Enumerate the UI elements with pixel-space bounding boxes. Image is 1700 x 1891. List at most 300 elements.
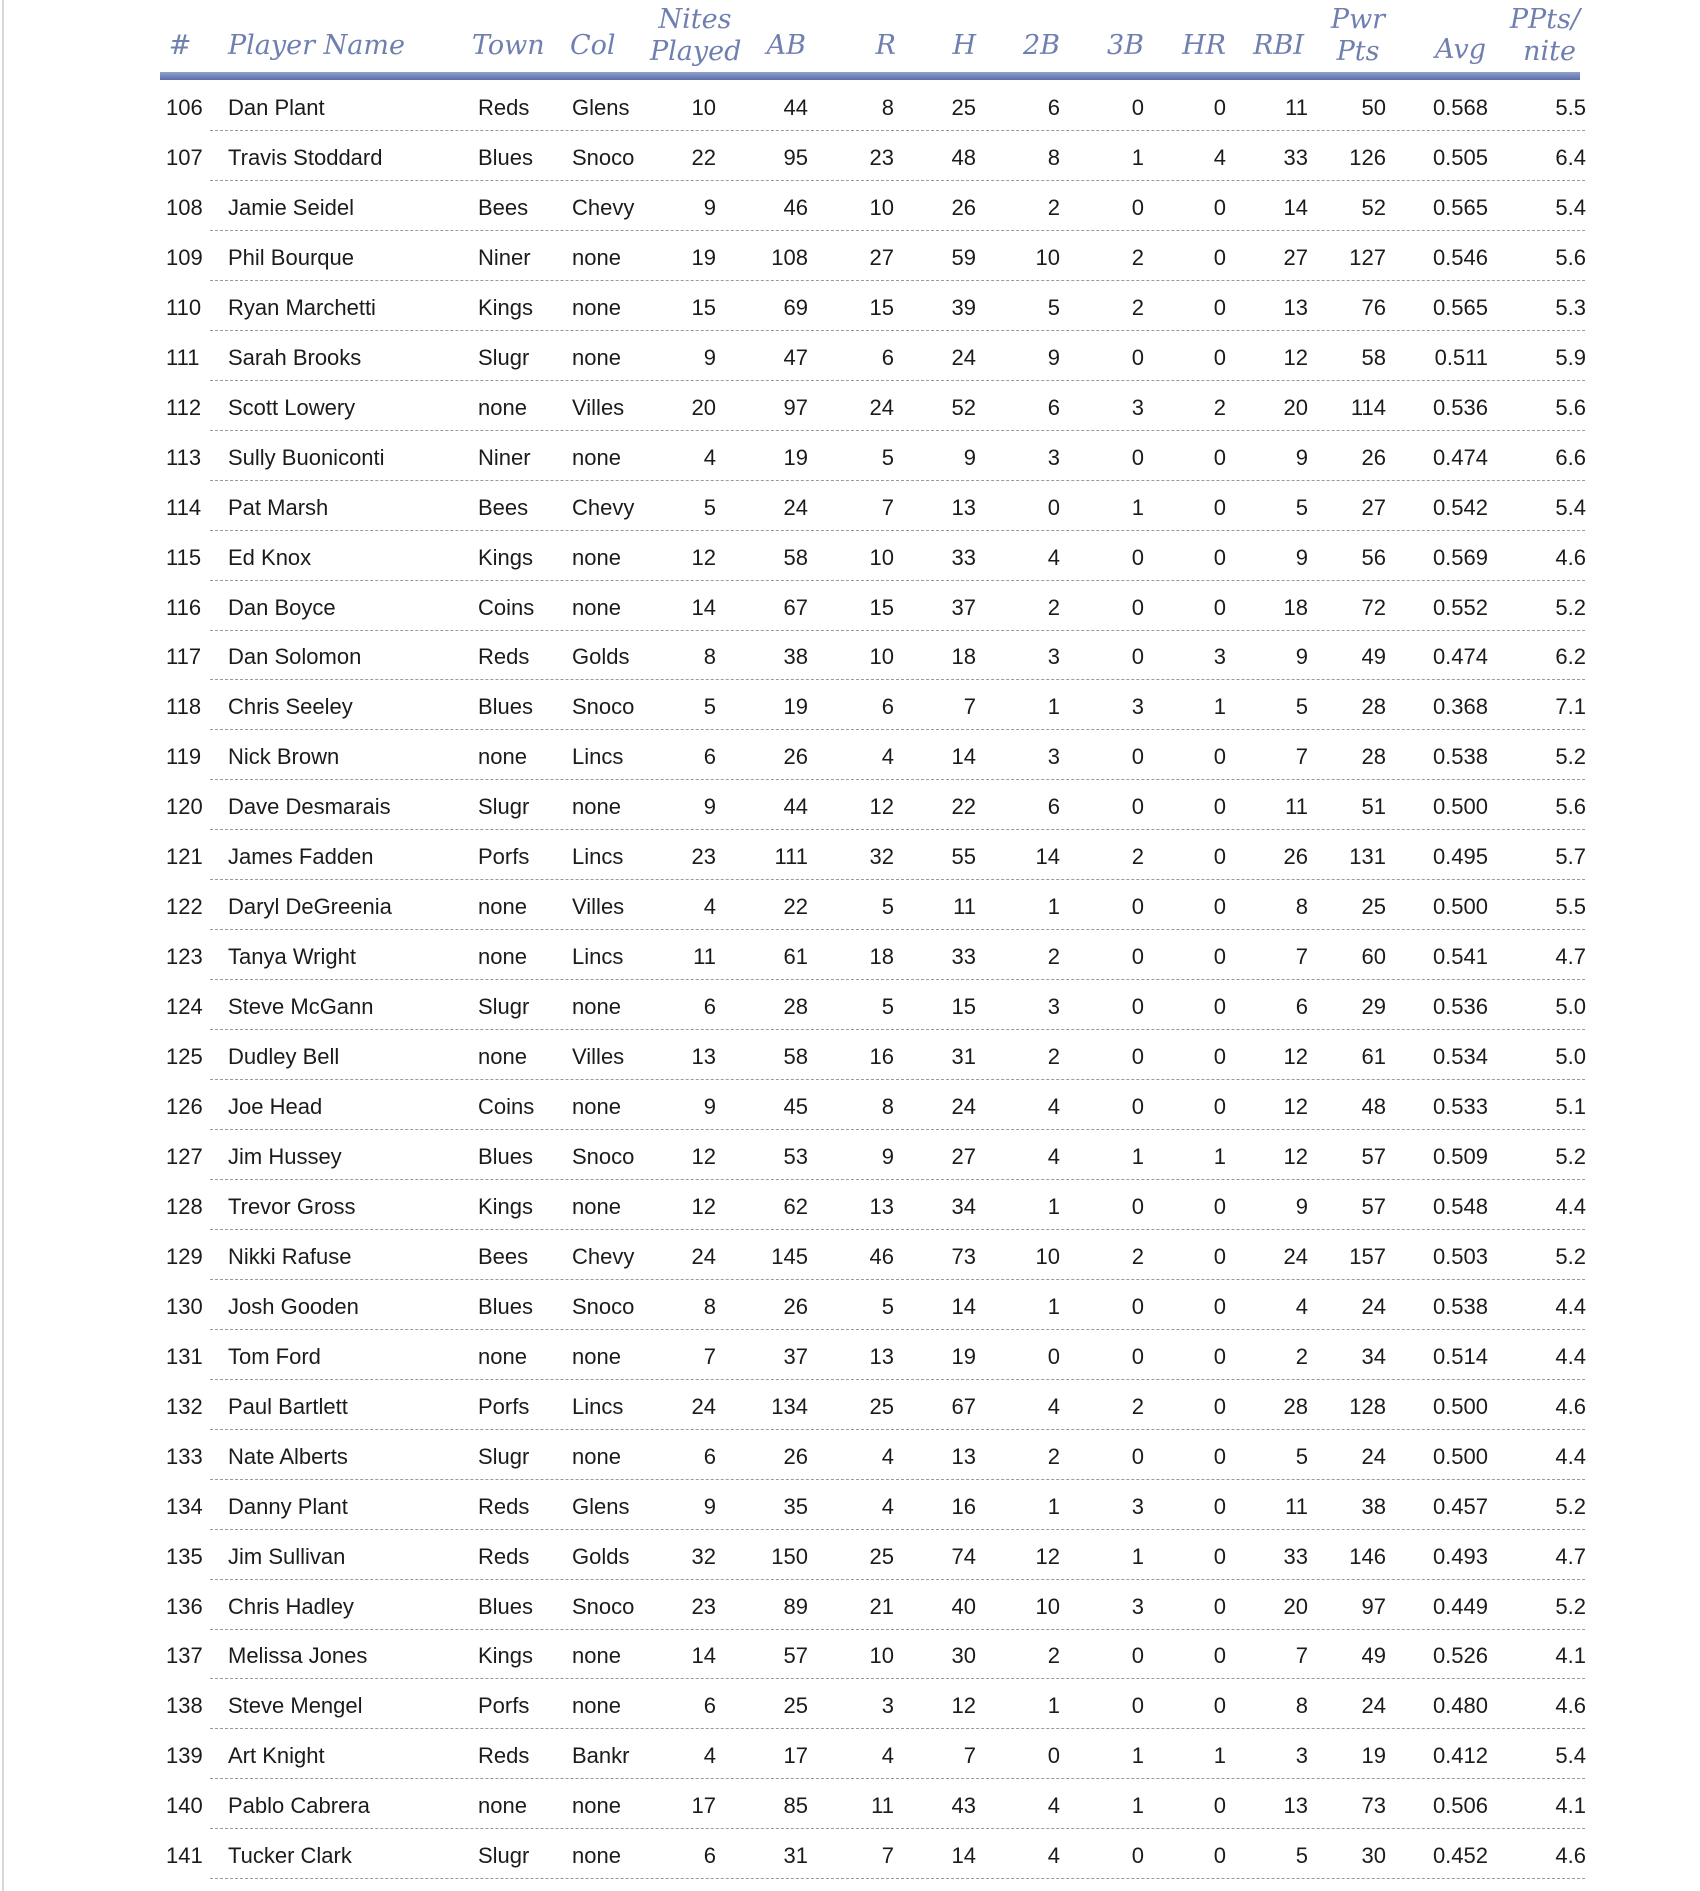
row-separator bbox=[210, 1728, 1585, 1729]
cell-ppts-nite: 5.4 bbox=[1555, 494, 1586, 520]
cell-player-name: Pat Marsh bbox=[228, 494, 329, 520]
cell-pwr-pts: 60 bbox=[1361, 944, 1386, 970]
cell-col: Lincs bbox=[572, 844, 624, 870]
cell-r: 27 bbox=[869, 244, 894, 270]
cell-ab: 25 bbox=[783, 1693, 808, 1719]
cell-h: 52 bbox=[951, 394, 976, 420]
cell-town: Bees bbox=[478, 194, 529, 220]
cell-col: Lincs bbox=[572, 744, 624, 770]
cell-ppts-nite: 5.5 bbox=[1555, 894, 1586, 920]
cell-rbi: 14 bbox=[1283, 194, 1308, 220]
cell-ab: 26 bbox=[783, 1443, 808, 1469]
cell-col: Golds bbox=[572, 1543, 630, 1569]
cell-hr: 0 bbox=[1213, 544, 1226, 570]
cell-2b: 0 bbox=[1047, 494, 1060, 520]
cell-player-name: Tanya Wright bbox=[228, 944, 356, 970]
table-row bbox=[0, 1532, 1700, 1582]
row-separator bbox=[210, 1079, 1585, 1080]
cell-number: 107 bbox=[166, 144, 203, 170]
header-number: # bbox=[168, 30, 192, 61]
cell-player-name: Nick Brown bbox=[228, 744, 340, 770]
cell-h: 22 bbox=[951, 794, 976, 820]
cell-player-name: Ryan Marchetti bbox=[228, 294, 376, 320]
cell-r: 5 bbox=[881, 444, 894, 470]
cell-town: none bbox=[478, 1343, 527, 1369]
cell-col: none bbox=[572, 1094, 621, 1119]
cell-h: 12 bbox=[951, 1693, 976, 1719]
cell-hr: 0 bbox=[1213, 994, 1226, 1020]
cell-avg: 0.500 bbox=[1432, 1393, 1488, 1419]
cell-pwr-pts: 28 bbox=[1361, 694, 1386, 720]
cell-ab: 61 bbox=[783, 944, 808, 970]
cell-nites: 9 bbox=[703, 1094, 716, 1119]
cell-number: 112 bbox=[166, 394, 202, 420]
cell-nites: 5 bbox=[703, 694, 716, 720]
cell-rbi: 5 bbox=[1295, 494, 1308, 520]
table-row bbox=[0, 982, 1700, 1032]
table-row bbox=[0, 83, 1700, 133]
cell-number: 138 bbox=[166, 1693, 203, 1719]
cell-pwr-pts: 49 bbox=[1361, 644, 1386, 670]
cell-rbi: 6 bbox=[1295, 994, 1308, 1020]
cell-3b: 0 bbox=[1131, 994, 1144, 1020]
row-separator bbox=[210, 679, 1585, 680]
cell-ppts-nite: 5.6 bbox=[1555, 794, 1586, 820]
cell-hr: 0 bbox=[1213, 1094, 1226, 1119]
cell-col: Lincs bbox=[572, 944, 624, 970]
cell-pwr-pts: 157 bbox=[1349, 1243, 1386, 1269]
cell-pwr-pts: 34 bbox=[1361, 1343, 1386, 1369]
cell-col: none bbox=[572, 1193, 621, 1219]
cell-2b: 6 bbox=[1047, 95, 1060, 120]
cell-rbi: 7 bbox=[1295, 944, 1308, 970]
cell-r: 5 bbox=[881, 1293, 894, 1319]
table-row bbox=[0, 932, 1700, 982]
cell-h: 37 bbox=[951, 594, 976, 620]
row-separator bbox=[210, 729, 1585, 730]
cell-nites: 12 bbox=[691, 1193, 716, 1219]
cell-town: Blues bbox=[478, 1293, 534, 1319]
cell-pwr-pts: 61 bbox=[1361, 1044, 1386, 1070]
cell-town: Bees bbox=[478, 1243, 529, 1269]
table-row bbox=[0, 1432, 1700, 1482]
cell-r: 16 bbox=[869, 1044, 894, 1070]
cell-rbi: 5 bbox=[1295, 694, 1308, 720]
cell-hr: 0 bbox=[1213, 1443, 1226, 1469]
cell-ppts-nite: 4.1 bbox=[1555, 1643, 1586, 1669]
cell-town: Kings bbox=[478, 294, 534, 320]
cell-r: 24 bbox=[869, 394, 894, 420]
cell-rbi: 11 bbox=[1285, 95, 1308, 120]
cell-col: none bbox=[572, 994, 621, 1020]
cell-number: 126 bbox=[166, 1094, 203, 1119]
cell-avg: 0.412 bbox=[1432, 1743, 1488, 1769]
cell-3b: 0 bbox=[1131, 95, 1144, 120]
cell-town: Niner bbox=[478, 244, 531, 270]
cell-3b: 1 bbox=[1131, 1793, 1144, 1819]
cell-number: 119 bbox=[166, 744, 202, 770]
cell-ppts-nite: 4.7 bbox=[1555, 1543, 1586, 1569]
cell-pwr-pts: 114 bbox=[1350, 394, 1386, 420]
cell-pwr-pts: 52 bbox=[1361, 194, 1386, 220]
cell-pwr-pts: 51 bbox=[1361, 794, 1386, 820]
cell-ab: 44 bbox=[783, 794, 808, 820]
cell-town: Reds bbox=[478, 1743, 530, 1769]
cell-h: 30 bbox=[951, 1643, 976, 1669]
header-rule bbox=[160, 72, 1580, 80]
cell-number: 132 bbox=[166, 1393, 203, 1419]
cell-nites: 17 bbox=[691, 1793, 716, 1819]
cell-nites: 14 bbox=[691, 1643, 716, 1669]
cell-rbi: 12 bbox=[1283, 1143, 1308, 1169]
row-separator bbox=[210, 1029, 1585, 1030]
table-row bbox=[0, 283, 1700, 333]
cell-r: 21 bbox=[869, 1593, 894, 1619]
cell-ab: 26 bbox=[783, 744, 808, 770]
cell-ppts-nite: 5.2 bbox=[1555, 744, 1586, 770]
cell-player-name: Dave Desmarais bbox=[228, 794, 391, 820]
cell-3b: 1 bbox=[1131, 1143, 1144, 1169]
cell-2b: 0 bbox=[1047, 1343, 1060, 1369]
table-row bbox=[0, 233, 1700, 283]
cell-r: 10 bbox=[869, 194, 894, 220]
cell-rbi: 11 bbox=[1285, 1493, 1308, 1519]
cell-3b: 0 bbox=[1131, 894, 1144, 920]
cell-town: none bbox=[478, 1793, 527, 1819]
cell-ab: 47 bbox=[783, 344, 808, 370]
cell-3b: 3 bbox=[1131, 1593, 1144, 1619]
cell-avg: 0.536 bbox=[1432, 394, 1488, 420]
cell-number: 136 bbox=[166, 1593, 203, 1619]
cell-h: 7 bbox=[963, 1743, 976, 1769]
cell-nites: 19 bbox=[691, 244, 716, 270]
cell-h: 16 bbox=[951, 1493, 976, 1519]
cell-rbi: 8 bbox=[1295, 894, 1308, 920]
cell-h: 33 bbox=[951, 944, 976, 970]
cell-2b: 3 bbox=[1047, 744, 1060, 770]
cell-nites: 4 bbox=[703, 444, 716, 470]
cell-ab: 57 bbox=[783, 1643, 808, 1669]
cell-col: Bankr bbox=[572, 1743, 630, 1769]
cell-r: 25 bbox=[869, 1393, 894, 1419]
header-nites-line2: Played bbox=[650, 36, 742, 67]
cell-3b: 0 bbox=[1131, 1643, 1144, 1669]
cell-3b: 0 bbox=[1131, 1343, 1144, 1369]
cell-hr: 4 bbox=[1213, 144, 1226, 170]
cell-col: none bbox=[572, 794, 621, 820]
cell-avg: 0.552 bbox=[1432, 594, 1488, 620]
cell-nites: 12 bbox=[691, 544, 716, 570]
cell-number: 115 bbox=[166, 544, 202, 570]
cell-2b: 10 bbox=[1035, 244, 1060, 270]
cell-rbi: 8 bbox=[1295, 1693, 1308, 1719]
header-player-name: Player Name bbox=[228, 30, 405, 61]
cell-3b: 2 bbox=[1131, 244, 1144, 270]
cell-r: 15 bbox=[869, 294, 894, 320]
table-row bbox=[0, 1482, 1700, 1532]
cell-hr: 0 bbox=[1213, 1044, 1226, 1070]
header-town: Town bbox=[472, 30, 545, 61]
cell-nites: 6 bbox=[703, 1693, 716, 1719]
cell-ppts-nite: 4.4 bbox=[1555, 1193, 1586, 1219]
cell-rbi: 33 bbox=[1283, 144, 1308, 170]
cell-player-name: Travis Stoddard bbox=[228, 144, 383, 170]
cell-town: Kings bbox=[478, 1643, 534, 1669]
cell-pwr-pts: 24 bbox=[1361, 1443, 1386, 1469]
cell-number: 116 bbox=[166, 594, 202, 620]
header-avg: Avg bbox=[1435, 34, 1486, 65]
cell-r: 7 bbox=[881, 494, 894, 520]
cell-col: none bbox=[572, 1343, 621, 1369]
cell-2b: 3 bbox=[1047, 444, 1060, 470]
header-col: Col bbox=[570, 30, 616, 61]
table-row bbox=[0, 1831, 1700, 1881]
row-separator bbox=[210, 1479, 1585, 1480]
cell-number: 135 bbox=[166, 1543, 203, 1569]
cell-3b: 0 bbox=[1131, 1293, 1144, 1319]
cell-pwr-pts: 30 bbox=[1361, 1843, 1386, 1869]
header-pwr-line2: Pts bbox=[1336, 36, 1380, 67]
cell-avg: 0.534 bbox=[1432, 1044, 1488, 1070]
cell-ppts-nite: 5.7 bbox=[1555, 844, 1586, 870]
cell-nites: 6 bbox=[703, 744, 716, 770]
cell-town: Porfs bbox=[478, 844, 530, 870]
cell-town: Kings bbox=[478, 1193, 534, 1219]
header-h: H bbox=[952, 30, 976, 61]
cell-h: 9 bbox=[963, 444, 976, 470]
cell-col: none bbox=[572, 1793, 621, 1819]
cell-hr: 0 bbox=[1213, 844, 1226, 870]
cell-r: 4 bbox=[881, 1493, 894, 1519]
cell-number: 122 bbox=[166, 894, 203, 920]
cell-avg: 0.569 bbox=[1432, 544, 1488, 570]
cell-ppts-nite: 5.2 bbox=[1555, 1243, 1586, 1269]
cell-rbi: 11 bbox=[1285, 794, 1308, 820]
cell-r: 12 bbox=[869, 794, 894, 820]
row-separator bbox=[210, 1379, 1585, 1380]
row-separator bbox=[210, 430, 1585, 431]
cell-r: 7 bbox=[881, 1843, 894, 1869]
cell-hr: 0 bbox=[1213, 1193, 1226, 1219]
cell-nites: 9 bbox=[703, 194, 716, 220]
cell-town: Slugr bbox=[478, 794, 530, 820]
cell-3b: 0 bbox=[1131, 444, 1144, 470]
cell-avg: 0.514 bbox=[1432, 1343, 1488, 1369]
cell-ppts-nite: 7.1 bbox=[1555, 694, 1586, 720]
cell-ppts-nite: 4.1 bbox=[1555, 1793, 1586, 1819]
cell-r: 8 bbox=[881, 1094, 894, 1119]
cell-3b: 1 bbox=[1131, 494, 1144, 520]
cell-nites: 22 bbox=[691, 144, 716, 170]
cell-player-name: James Fadden bbox=[228, 844, 374, 870]
table-row bbox=[0, 1182, 1700, 1232]
cell-nites: 10 bbox=[691, 95, 716, 120]
cell-town: Slugr bbox=[478, 994, 530, 1020]
table-row bbox=[0, 1082, 1700, 1132]
cell-number: 127 bbox=[166, 1143, 203, 1169]
cell-rbi: 12 bbox=[1283, 344, 1308, 370]
cell-avg: 0.536 bbox=[1432, 994, 1488, 1020]
cell-r: 5 bbox=[881, 994, 894, 1020]
cell-2b: 6 bbox=[1047, 394, 1060, 420]
cell-rbi: 7 bbox=[1295, 744, 1308, 770]
cell-avg: 0.568 bbox=[1432, 95, 1488, 120]
cell-2b: 3 bbox=[1047, 644, 1060, 670]
table-row bbox=[0, 832, 1700, 882]
cell-avg: 0.495 bbox=[1432, 844, 1488, 870]
cell-rbi: 7 bbox=[1295, 1643, 1308, 1669]
cell-col: Glens bbox=[572, 95, 630, 120]
cell-number: 134 bbox=[166, 1493, 203, 1519]
cell-town: none bbox=[478, 1044, 527, 1070]
table-row bbox=[0, 433, 1700, 483]
cell-ab: 85 bbox=[783, 1793, 808, 1819]
cell-rbi: 4 bbox=[1295, 1293, 1308, 1319]
cell-avg: 0.500 bbox=[1432, 894, 1488, 920]
cell-ppts-nite: 4.6 bbox=[1555, 1393, 1586, 1419]
cell-town: none bbox=[478, 744, 527, 770]
cell-player-name: Melissa Jones bbox=[228, 1643, 368, 1669]
cell-number: 117 bbox=[166, 644, 202, 670]
cell-number: 133 bbox=[166, 1443, 203, 1469]
cell-ab: 46 bbox=[783, 194, 808, 220]
cell-3b: 0 bbox=[1131, 1693, 1144, 1719]
row-separator bbox=[210, 480, 1585, 481]
cell-2b: 8 bbox=[1047, 144, 1060, 170]
cell-town: Kings bbox=[478, 544, 534, 570]
header-ab: AB bbox=[766, 30, 806, 61]
cell-rbi: 9 bbox=[1295, 444, 1308, 470]
row-separator bbox=[210, 1529, 1585, 1530]
cell-3b: 3 bbox=[1131, 394, 1144, 420]
cell-hr: 0 bbox=[1213, 1543, 1226, 1569]
cell-pwr-pts: 27 bbox=[1361, 494, 1386, 520]
cell-nites: 14 bbox=[691, 594, 716, 620]
cell-r: 25 bbox=[869, 1543, 894, 1569]
cell-town: none bbox=[478, 894, 527, 920]
cell-pwr-pts: 58 bbox=[1361, 344, 1386, 370]
cell-avg: 0.493 bbox=[1432, 1543, 1488, 1569]
cell-pwr-pts: 57 bbox=[1361, 1143, 1386, 1169]
cell-r: 5 bbox=[881, 894, 894, 920]
cell-2b: 10 bbox=[1035, 1243, 1060, 1269]
cell-hr: 0 bbox=[1213, 794, 1226, 820]
cell-2b: 9 bbox=[1047, 344, 1060, 370]
cell-hr: 0 bbox=[1213, 1493, 1226, 1519]
cell-avg: 0.538 bbox=[1432, 1293, 1488, 1319]
cell-town: Coins bbox=[478, 594, 535, 620]
cell-rbi: 33 bbox=[1283, 1543, 1308, 1569]
cell-r: 4 bbox=[881, 1743, 894, 1769]
cell-player-name: Sully Buoniconti bbox=[228, 444, 385, 470]
cell-avg: 0.474 bbox=[1432, 644, 1488, 670]
cell-3b: 1 bbox=[1131, 1543, 1144, 1569]
cell-town: Slugr bbox=[478, 1843, 530, 1869]
cell-number: 140 bbox=[166, 1793, 203, 1819]
cell-col: Snoco bbox=[572, 144, 635, 170]
cell-player-name: Jim Sullivan bbox=[228, 1543, 346, 1569]
cell-2b: 5 bbox=[1047, 294, 1060, 320]
cell-r: 13 bbox=[869, 1193, 894, 1219]
cell-player-name: Paul Bartlett bbox=[228, 1393, 348, 1419]
cell-pwr-pts: 97 bbox=[1361, 1593, 1386, 1619]
cell-player-name: Nikki Rafuse bbox=[228, 1243, 352, 1269]
cell-2b: 2 bbox=[1047, 1643, 1060, 1669]
cell-2b: 1 bbox=[1047, 1293, 1060, 1319]
row-separator bbox=[210, 1229, 1585, 1230]
cell-town: Reds bbox=[478, 1543, 530, 1569]
cell-nites: 6 bbox=[703, 1843, 716, 1869]
cell-r: 3 bbox=[881, 1693, 894, 1719]
cell-r: 6 bbox=[881, 344, 894, 370]
cell-2b: 2 bbox=[1047, 594, 1060, 620]
cell-hr: 0 bbox=[1213, 444, 1226, 470]
cell-pwr-pts: 49 bbox=[1361, 1643, 1386, 1669]
cell-player-name: Joe Head bbox=[228, 1094, 323, 1119]
table-row bbox=[0, 133, 1700, 183]
cell-pwr-pts: 73 bbox=[1361, 1793, 1386, 1819]
table-header bbox=[0, 0, 1700, 80]
cell-ab: 58 bbox=[783, 544, 808, 570]
cell-avg: 0.503 bbox=[1432, 1243, 1488, 1269]
cell-avg: 0.500 bbox=[1432, 1443, 1488, 1469]
cell-town: Slugr bbox=[478, 1443, 530, 1469]
header-nites-line1: Nites bbox=[658, 4, 732, 35]
cell-2b: 10 bbox=[1035, 1593, 1060, 1619]
cell-col: Snoco bbox=[572, 1143, 635, 1169]
cell-avg: 0.533 bbox=[1432, 1094, 1488, 1119]
cell-3b: 2 bbox=[1131, 844, 1144, 870]
table-row bbox=[0, 1382, 1700, 1432]
cell-hr: 1 bbox=[1213, 1743, 1226, 1769]
cell-avg: 0.538 bbox=[1432, 744, 1488, 770]
cell-2b: 1 bbox=[1047, 1193, 1060, 1219]
cell-nites: 9 bbox=[703, 1493, 716, 1519]
cell-h: 40 bbox=[951, 1593, 976, 1619]
cell-town: Reds bbox=[478, 95, 530, 120]
cell-r: 8 bbox=[881, 95, 894, 120]
cell-town: Slugr bbox=[478, 344, 530, 370]
row-separator bbox=[210, 380, 1585, 381]
cell-col: Lincs bbox=[572, 1393, 624, 1419]
cell-town: Blues bbox=[478, 1143, 534, 1169]
cell-number: 137 bbox=[166, 1643, 203, 1669]
cell-hr: 0 bbox=[1213, 1593, 1226, 1619]
cell-player-name: Chris Seeley bbox=[228, 694, 353, 720]
cell-ppts-nite: 5.6 bbox=[1555, 394, 1586, 420]
cell-rbi: 9 bbox=[1295, 644, 1308, 670]
row-separator bbox=[210, 1279, 1585, 1280]
cell-number: 124 bbox=[166, 994, 203, 1020]
cell-3b: 1 bbox=[1131, 144, 1144, 170]
row-separator bbox=[210, 1778, 1585, 1779]
cell-2b: 2 bbox=[1047, 944, 1060, 970]
cell-pwr-pts: 72 bbox=[1361, 594, 1386, 620]
cell-pwr-pts: 48 bbox=[1361, 1094, 1386, 1119]
header-r: R bbox=[875, 30, 896, 61]
cell-2b: 6 bbox=[1047, 794, 1060, 820]
cell-hr: 1 bbox=[1213, 694, 1226, 720]
cell-ab: 26 bbox=[783, 1293, 808, 1319]
cell-town: none bbox=[478, 944, 527, 970]
cell-ab: 31 bbox=[783, 1843, 808, 1869]
cell-avg: 0.480 bbox=[1432, 1693, 1488, 1719]
cell-ab: 58 bbox=[783, 1044, 808, 1070]
cell-3b: 0 bbox=[1131, 194, 1144, 220]
cell-pwr-pts: 131 bbox=[1349, 844, 1386, 870]
cell-nites: 11 bbox=[693, 944, 716, 970]
cell-nites: 23 bbox=[691, 844, 716, 870]
